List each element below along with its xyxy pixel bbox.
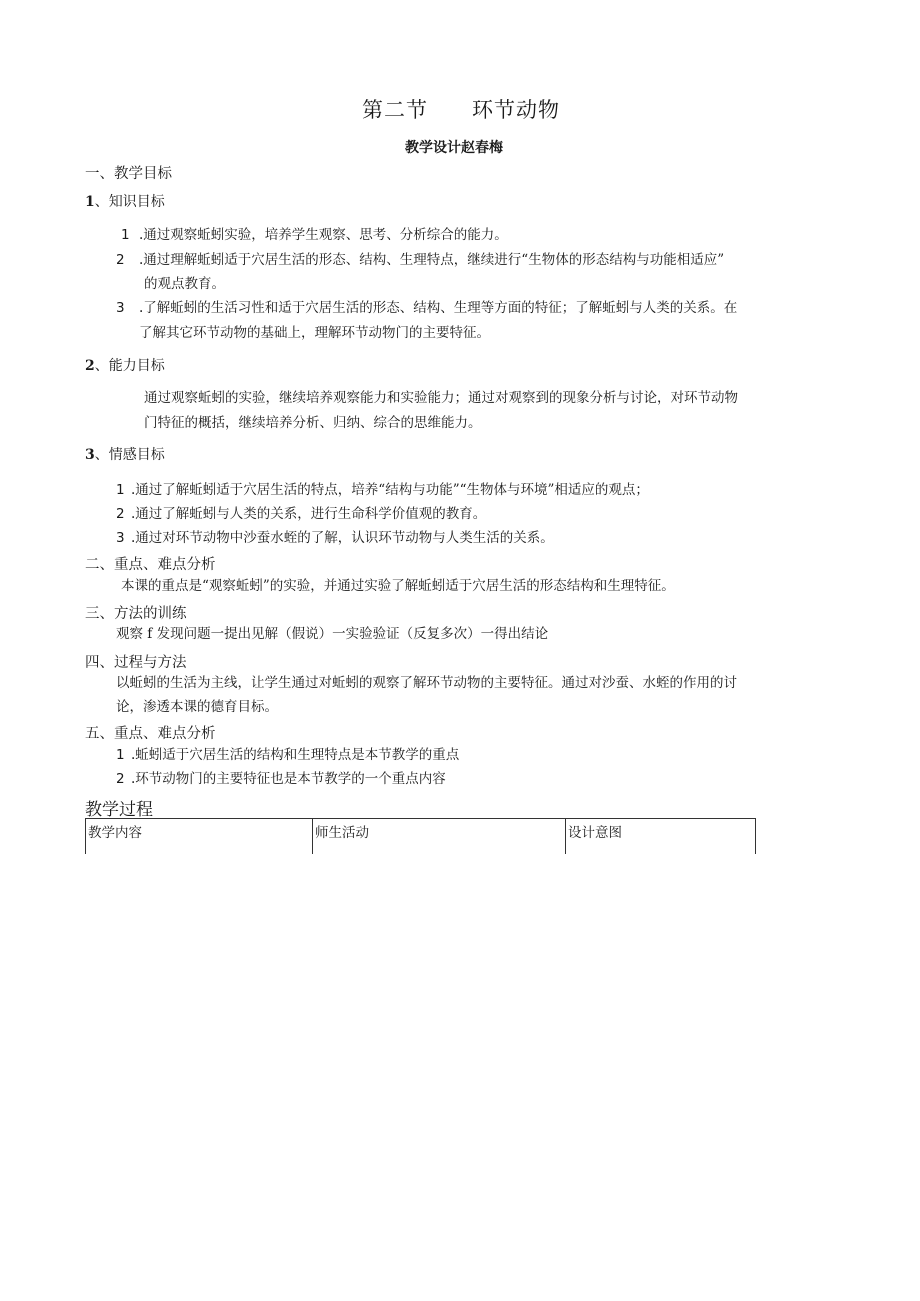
column-header-activity: 师生活动 (313, 819, 566, 855)
item-number: 2 (116, 771, 125, 787)
method-text: 观察 f 发现问题一提出见解（假说）一实验验证（反复多次）一得出结论 (116, 626, 549, 642)
subheading-emotion: 3、情感目标 (85, 447, 165, 463)
section-heading-3: 三、方法的训练 (85, 606, 187, 622)
knowledge-item-3-line-1: .了解蚯蚓的生活习性和适于穴居生活的形态、结构、生理等方面的特征；了解蚯蚓与人类的关系。在 (139, 300, 738, 316)
knowledge-item-2-line-2: 的观点教育。 (144, 276, 225, 292)
ability-text-line-2: 门特征的概括，继续培养分析、归纳、综合的思维能力。 (144, 415, 482, 431)
key-item-2: .环节动物门的主要特征也是本节教学的一个重点内容 (131, 771, 446, 787)
key-points-text: 本课的重点是“观察蚯蚓”的实验，并通过实验了解蚯蚓适于穴居生活的形态结构和生理特征。 (121, 578, 675, 594)
process-method-line-1: 以蚯蚓的生活为主线，让学生通过对蚯蚓的观察了解环节动物的主要特征。通过对沙蚕、水蛭的作用的讨 (116, 675, 737, 691)
knowledge-item-1: .通过观察蚯蚓实验，培养学生观察、思考、分析综合的能力。 (139, 227, 508, 243)
subheading-knowledge: 1、知识目标 (85, 194, 165, 210)
knowledge-item-3-line-2: 了解其它环节动物的基础上，理解环节动物门的主要特征。 (139, 325, 490, 341)
process-title: 教学过程 (85, 800, 153, 820)
section-heading-4: 四、过程与方法 (85, 655, 187, 671)
table-header-row (86, 819, 756, 855)
process-method-line-2: 论，渗透本课的德育目标。 (116, 699, 278, 715)
knowledge-item-2-line-1: .通过理解蚯蚓适于穴居生活的形态、结构、生理特点，继续进行“生物体的形态结构与功能相适应” (139, 252, 725, 268)
page-title: 第二节 环节动物 (362, 98, 560, 122)
page-subtitle: 教学设计赵春梅 (405, 140, 503, 156)
column-header-intent: 设计意图 (566, 819, 756, 855)
process-table (85, 818, 756, 854)
emotion-item-1: .通过了解蚯蚓适于穴居生活的特点，培养“结构与功能”“生物体与环境”相适应的观点； (131, 482, 649, 498)
subheading-ability: 2、能力目标 (85, 358, 165, 374)
item-number: 2 (116, 252, 125, 268)
section-heading-1: 一、教学目标 (85, 166, 172, 182)
emotion-item-2: .通过了解蚯蚓与人类的关系，进行生命科学价值观的教育。 (131, 506, 487, 522)
ability-text-line-1: 通过观察蚯蚓的实验，继续培养观察能力和实验能力；通过对观察到的现象分析与讨论，对环节动物 (144, 390, 738, 406)
item-number: 1 (121, 227, 130, 243)
item-number: 2 (116, 506, 125, 522)
section-heading-2: 二、重点、难点分析 (85, 557, 216, 573)
emotion-item-3: .通过对环节动物中沙蚕水蛭的了解，认识环节动物与人类生活的关系。 (131, 530, 554, 546)
item-number: 3 (116, 300, 125, 316)
item-number: 1 (116, 482, 125, 498)
column-header-content: 教学内容 (86, 819, 313, 855)
item-number: 1 (116, 747, 125, 763)
section-heading-5: 五、重点、难点分析 (85, 726, 216, 742)
item-number: 3 (116, 530, 125, 546)
key-item-1: .蚯蚓适于穴居生活的结构和生理特点是本节教学的重点 (131, 747, 460, 763)
